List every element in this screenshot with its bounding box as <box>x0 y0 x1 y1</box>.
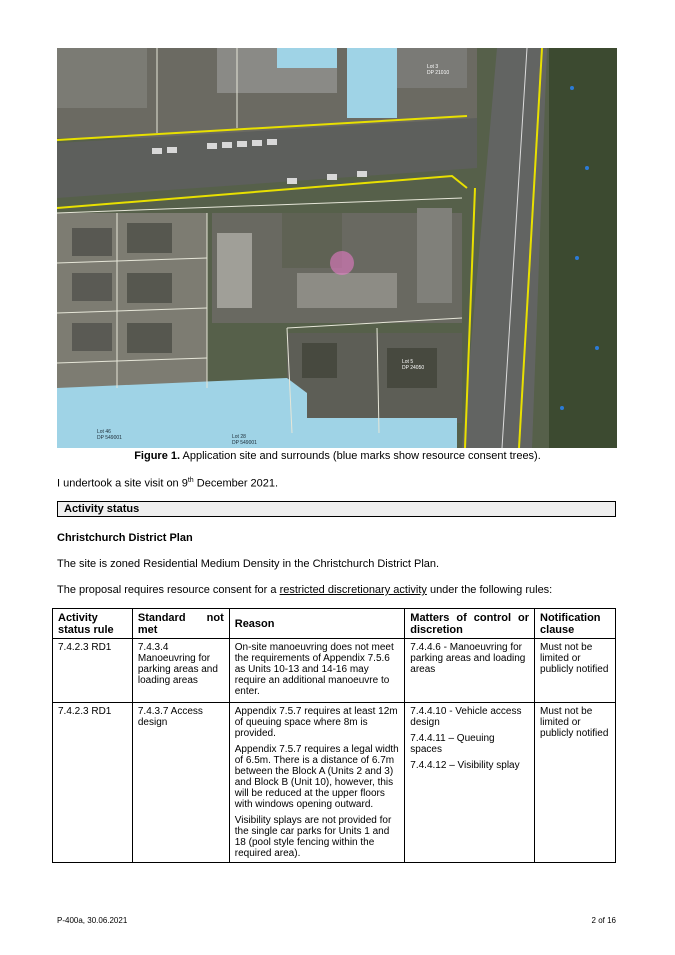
proposal-text <box>57 584 552 596</box>
site-visit-text <box>57 477 278 490</box>
cell-reason <box>229 639 405 703</box>
column-header: Activity status rule <box>53 609 133 639</box>
activity-status-heading: Activity status <box>57 501 616 517</box>
cell-standard: 7.4.3.7 Access design <box>132 703 229 863</box>
table-header-row <box>53 609 616 639</box>
proposal-activity-type: restricted discretionary activity <box>279 584 427 596</box>
site-visit-after: December 2021. <box>193 477 279 490</box>
cell-rule: 7.4.2.3 RD1 <box>53 639 133 703</box>
reason-paragraph: On-site manoeuvring does not meet the requirements of Appendix 7.5.6 as Units 10-13 and 14-16 may require an additional manoeuvre to enter. <box>234 642 394 697</box>
figure-caption <box>0 450 675 462</box>
cell-reason <box>229 703 405 863</box>
proposal-after: under the following rules: <box>426 584 553 596</box>
map-label: DP 24050 <box>402 365 425 371</box>
map-label: Lot 3 <box>427 64 439 70</box>
matters-item: 7.4.4.10 - Vehicle access design <box>410 706 522 728</box>
column-header: Notification clause <box>535 609 616 639</box>
cell-matters <box>405 703 535 863</box>
site-visit-before: I undertook a site visit on 9 <box>57 477 188 490</box>
cell-notification: Must not be limited or publicly notified <box>535 703 616 863</box>
table-row <box>53 703 616 863</box>
reason-paragraph: Appendix 7.5.7 requires a legal width of 6.5m. There is a distance of 6.7m between the Block A (Units 2 and 3) and Block B (Unit 10), however, this will be reduced at the upper floors with windows opening outward. <box>234 744 399 810</box>
cell-matters <box>405 639 535 703</box>
column-header: Reason <box>229 609 405 639</box>
zone-text: The site is zoned Residential Medium Density in the Christchurch District Plan. <box>57 558 440 570</box>
map-label: DP 21010 <box>427 70 450 76</box>
aerial-site-map <box>57 48 617 448</box>
column-header: Matters of control or discretion <box>405 609 535 639</box>
reason-paragraph: Visibility splays are not provided for the single car parks for Units 1 and 18 (pool style fencing within the required area). <box>234 815 392 859</box>
map-label: DP 549001 <box>97 435 122 441</box>
figure-caption-label: Figure 1. <box>134 450 181 462</box>
proposal-before: The proposal requires resource consent for a <box>57 584 280 596</box>
footer-page-number: 2 of 16 <box>591 916 616 925</box>
cell-notification: Must not be limited or publicly notified <box>535 639 616 703</box>
map-label: Lot 5 <box>402 359 414 365</box>
matters-item: 7.4.4.11 – Queuing spaces <box>410 733 495 755</box>
matters-item: 7.4.4.12 – Visibility splay <box>410 760 520 771</box>
cell-standard: 7.4.3.4 Manoeuvring for parking areas and loading areas <box>132 639 229 703</box>
map-label: DP 549001 <box>232 440 257 446</box>
table-row <box>53 639 616 703</box>
footer-document-code: P-400a, 30.06.2021 <box>57 916 128 925</box>
activity-status-table <box>52 608 616 863</box>
column-header: Standard not met <box>132 609 229 639</box>
matters-item: 7.4.4.6 - Manoeuvring for parking areas and loading areas <box>410 642 526 675</box>
plan-heading: Christchurch District Plan <box>57 532 193 544</box>
figure-caption-text: Application site and surrounds (blue marks show resource consent trees). <box>180 450 541 462</box>
reason-paragraph: Appendix 7.5.7 requires at least 12m of queuing space where 8m is provided. <box>234 706 398 739</box>
site-visit-sup: th <box>187 477 194 484</box>
map-label: Lot 46 <box>97 429 111 435</box>
cell-rule: 7.4.2.3 RD1 <box>53 703 133 863</box>
map-label: Lot 28 <box>232 434 246 440</box>
